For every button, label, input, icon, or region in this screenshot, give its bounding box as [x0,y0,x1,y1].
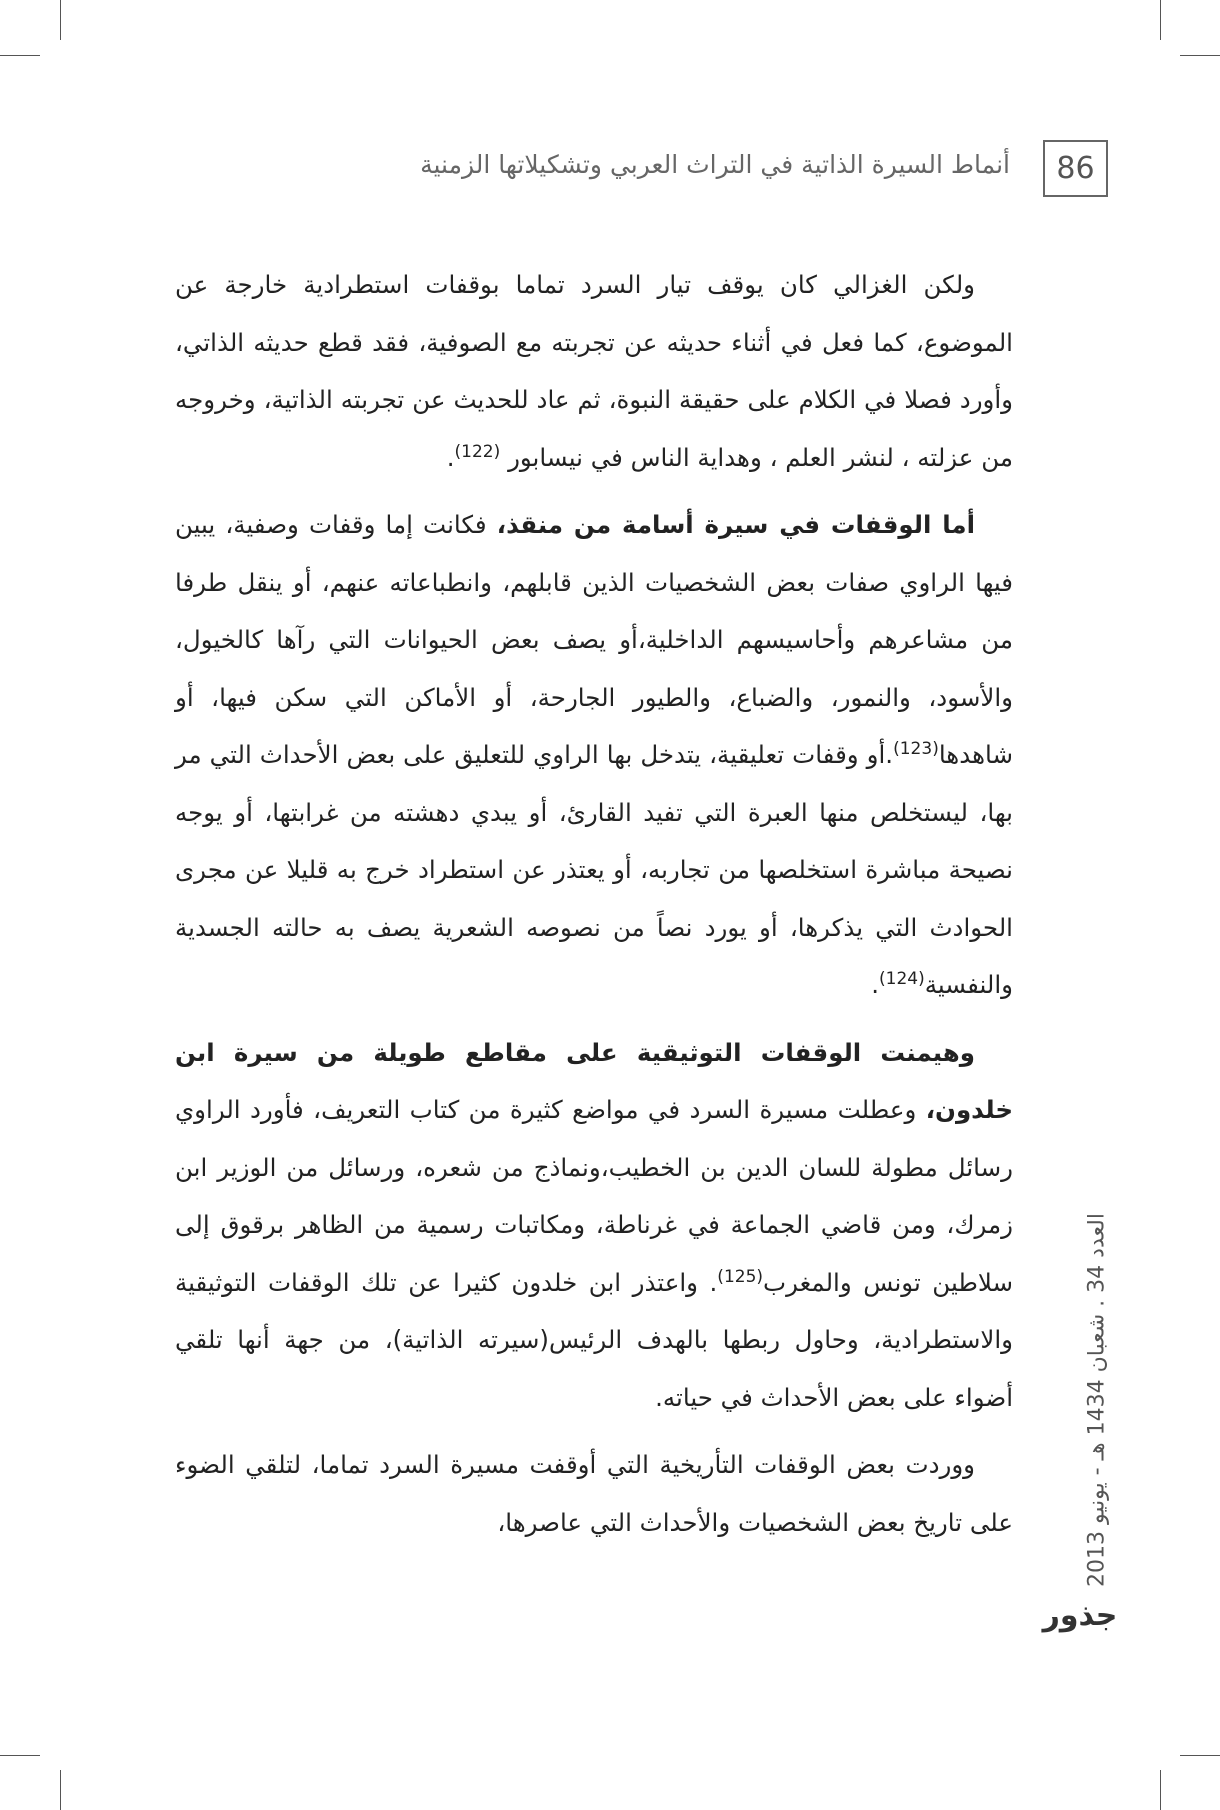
punctuation: . [871,970,879,999]
footnote-ref: (125) [717,1266,764,1287]
crop-mark [1160,0,1161,40]
paragraph [175,1436,1013,1551]
paragraph [175,496,1013,1014]
paragraph-text: ولكن الغزالي كان يوقف تيار السرد تماما بوقفات استطرادية خارجة عن الموضوع، كما فعل في أثناء حديثه عن تجربته مع الصوفية، فقد قطع حديثه الذاتي، وأورد فصلا في الكلام على حقيقة النبوة، ثم عاد للحديث عن تجربته الذاتية، وخروجه من عزلته ، لنشر العلم ، وهداية الناس في نيسابور [175,270,1013,472]
footnote-ref: (124) [878,968,925,989]
page-number: 86 [1043,140,1108,197]
paragraph-text: .أو وقفات تعليقية، يتدخل بها الراوي للتعليق على بعض الأحداث التي مر بها، ليستخلص منها العبرة التي تفيد القارئ، أو يبدي دهشته من غرابتها، أو يوجه نصيحة مباشرة استخلصها من تجاربه، أو يعتذر عن استطراد خرج به قليلا عن مجرى الحوادث التي يذكرها، أو يورد نصاً من نصوصه الشعرية يصف به حالته الجسدية والنفسية [175,740,1013,999]
paragraph-text: وعطلت مسيرة السرد في مواضع كثيرة من كتاب التعريف، فأورد الراوي رسائل مطولة للسان الدين بن الخطيب،ونماذج من شعره، ورسائل من الوزير ابن زمرك، ومن قاضي الجماعة في غرناطة، ومكاتبات رسمية من الظاهر برقوق إلى سلاطين تونس والمغرب [175,1095,1013,1297]
crop-mark [1180,1755,1220,1756]
crop-mark [1160,1770,1161,1810]
issue-info-text: العدد 34 . شعبان 1434 هـ - يونيو 2013 [1084,1213,1110,1587]
running-title: أنماط السيرة الذاتية في التراث العربي وتشكيلاتها الزمنية [420,150,1010,179]
footnote-ref: (123) [893,738,939,759]
crop-mark [1180,55,1220,56]
footnote-ref: (122) [454,441,501,462]
punctuation: . [446,442,455,472]
issue-info [1072,1165,1122,1635]
bold-lead: أما الوقفات في سيرة أسامة من منقذ، [496,510,975,539]
bold-lead: وهيمنت الوقفات التوثيقية على مقاطع طويلة من سيرة ابن خلدون، [175,1037,1013,1124]
paragraph [175,1024,1013,1427]
article-body [175,256,1013,1561]
crop-mark [0,55,40,56]
paragraph-text: ووردت بعض الوقفات التأريخية التي أوقفت مسيرة السرد تماما، لتلقي الضوء على تاريخ بعض الشخصيات والأحداث التي عاصرها، [175,1450,1013,1537]
crop-mark [60,0,61,40]
crop-mark [0,1755,40,1756]
paragraph-text: فكانت إما وقفات وصفية، يبين فيها الراوي صفات بعض الشخصيات الذين قابلهم، وانطباعاته عنهم، أو ينقل طرفا من مشاعرهم وأحاسيسهم الداخلية،أو يصف بعض الحيوانات التي رآها كالخيول، والأسود، والنمور، والضباع، والطيور الجارحة، أو الأماكن التي سكن فيها، أو شاهدها [175,510,1013,769]
paragraph [175,256,1013,486]
crop-mark [60,1770,61,1810]
journal-logo: جذور [1042,1598,1118,1633]
paragraph-text: . واعتذر ابن خلدون كثيرا عن تلك الوقفات التوثيقية والاستطرادية، وحاول ربطها بالهدف الرئيس(سيرته الذاتية)، من جهة أنها تلقي أضواء على بعض الأحداث في حياته. [175,1267,1013,1412]
